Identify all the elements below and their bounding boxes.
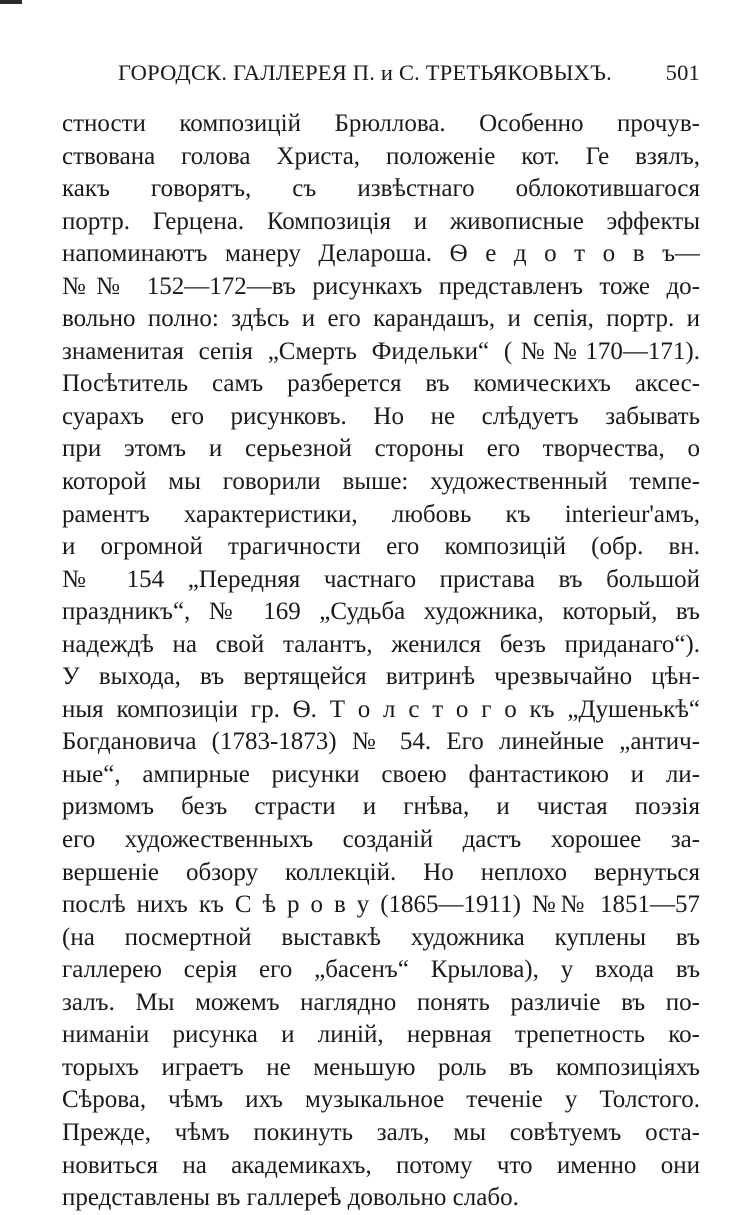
text-line: суарахъ его рисунковъ. Но не слѣдуетъ забывать: [62, 402, 700, 430]
text-line: ствована голова Христа, положеніе кот. Ге взялъ,: [62, 142, 700, 170]
text-line: которой мы говорили выше: художественный темпе-: [62, 468, 700, 496]
text-line: послѣ нихъ къ С ѣ р о в у (1865—1911) №№ 1851—57: [62, 891, 700, 919]
text-line: Сѣрова, чѣмъ ихъ музыкальное теченіе у Толстого.: [62, 1086, 700, 1114]
text-line: ныя композиціи гр. Ѳ. Т о л с т о г о къ „Душенькѣ“: [62, 695, 700, 723]
text-line: № 154 „Передняя частнаго пристава въ большой: [62, 565, 700, 593]
text-line: его художественныхъ созданій дастъ хорошее за-: [62, 826, 700, 854]
text-line: новиться на академикахъ, потому что именно они: [62, 1151, 700, 1179]
text-line: ризмомъ безъ страсти и гнѣва, и чистая поэзія: [62, 793, 700, 821]
text-line: (на посмертной выставкѣ художника куплены въ: [62, 923, 700, 951]
text-line: знаменитая сепія „Смерть Фидельки“ (№№170—171).: [62, 337, 700, 365]
text-line: портр. Герцена. Композиція и живописные эффекты: [62, 207, 700, 235]
text-line: Богдановича (1783-1873) № 54. Его линейные „антич-: [62, 728, 700, 756]
text-line: стности композицій Брюллова. Особенно прочув-: [62, 110, 700, 137]
scan-corner-mark: [0, 0, 22, 4]
text-line: №№ 152—172—въ рисункахъ представленъ тоже до-: [62, 272, 700, 300]
text-line: залъ. Мы можемъ наглядно понять различіе въ по-: [62, 988, 700, 1016]
text-line: ниманіи рисунка и линій, нервная трепетность ко-: [62, 1021, 700, 1049]
text-line: какъ говорятъ, съ извѣстнаго облокотившагося: [62, 175, 700, 203]
text-line: Прежде, чѣмъ покинуть залъ, мы совѣтуемъ оста-: [62, 1118, 700, 1146]
running-head: [118, 60, 700, 94]
text-line: напоминаютъ манеру Делароша. Ѳ е д о т о в ъ—: [62, 240, 700, 268]
text-line: вольно полно: здѣсь и его карандашъ, и сепія, портр. и: [62, 305, 700, 333]
text-line: праздникъ“, № 169 „Судьба художника, который, въ: [62, 598, 700, 626]
text-line: У выхода, въ вертящейся витринѣ чрезвычайно цѣн-: [62, 663, 700, 691]
page-number: 501: [665, 60, 700, 85]
text-line: торыхъ играетъ не меньшую роль въ композиціяхъ: [62, 1053, 700, 1081]
text-line: раментъ характеристики, любовь къ interieur'амъ,: [62, 500, 700, 528]
running-head-title: ГОРОДСК. ГАЛЛЕРЕЯ П. и С. ТРЕТЬЯКОВЫХЪ.: [118, 60, 612, 85]
text-line: при этомъ и серьезной стороны его творчества, о: [62, 435, 700, 463]
text-line: представлены въ галлереѣ довольно слабо.: [62, 1184, 519, 1212]
body-text: [62, 108, 700, 1215]
text-line: вершеніе обзору коллекцій. Но неплохо вернуться: [62, 858, 700, 886]
text-line: галлерею серія его „басенъ“ Крылова), у входа въ: [62, 956, 700, 984]
text-line: ные“, ампирные рисунки своею фантастикою и ли-: [62, 760, 700, 788]
text-line: надеждѣ на свой талантъ, женился безъ приданаго“).: [62, 630, 700, 658]
text-line: и огромной трагичности его композицій (обр. вн.: [62, 533, 700, 561]
text-line: Посѣтитель самъ разберется въ комическихъ аксес-: [62, 370, 700, 398]
